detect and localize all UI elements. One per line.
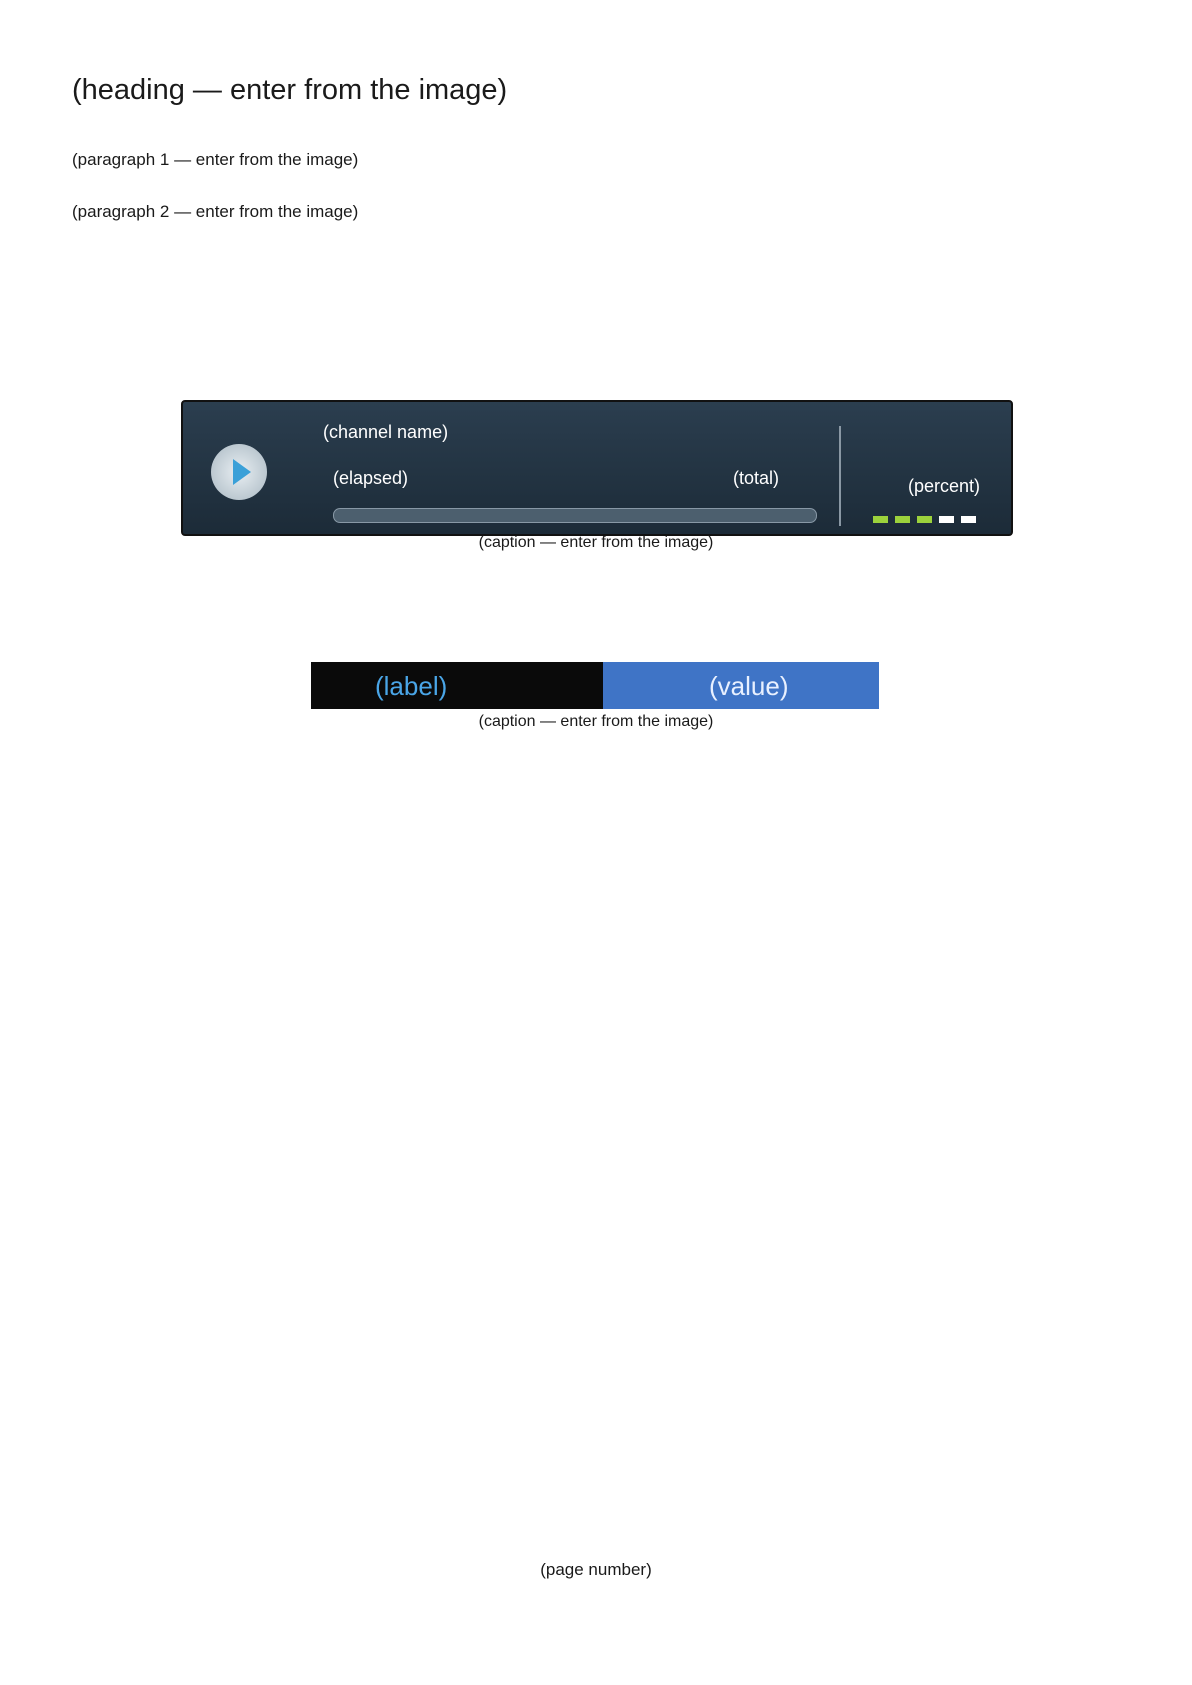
space-indicator-block xyxy=(917,516,932,523)
free-space-percent: (percent) xyxy=(908,476,981,496)
elapsed-time: (elapsed) xyxy=(333,468,409,488)
page-number: (page number) xyxy=(540,1560,652,1579)
space-indicator-block xyxy=(873,516,888,523)
page-title: (heading — enter from the image) xyxy=(72,74,508,106)
panel-divider xyxy=(839,426,841,526)
recording-progress-bar xyxy=(333,508,817,523)
duration-label: (label) xyxy=(375,671,448,701)
recording-status-panel xyxy=(181,400,1013,536)
recording-duration-bar xyxy=(311,662,879,709)
duration-bar-caption: (caption — enter from the image) xyxy=(478,713,714,730)
status-panel-caption: (caption — enter from the image) xyxy=(478,534,714,551)
paragraph-1: (paragraph 1 — enter from the image) xyxy=(72,150,359,169)
paragraph-2: (paragraph 2 — enter from the image) xyxy=(72,202,359,221)
total-time: (total) xyxy=(733,468,780,488)
channel-name: (channel name) xyxy=(323,422,449,442)
space-indicator-block xyxy=(961,516,976,523)
duration-value[interactable]: (value) xyxy=(709,671,789,701)
play-icon xyxy=(211,444,267,500)
space-indicator-block xyxy=(895,516,910,523)
space-indicator xyxy=(873,516,976,523)
space-indicator-block xyxy=(939,516,954,523)
